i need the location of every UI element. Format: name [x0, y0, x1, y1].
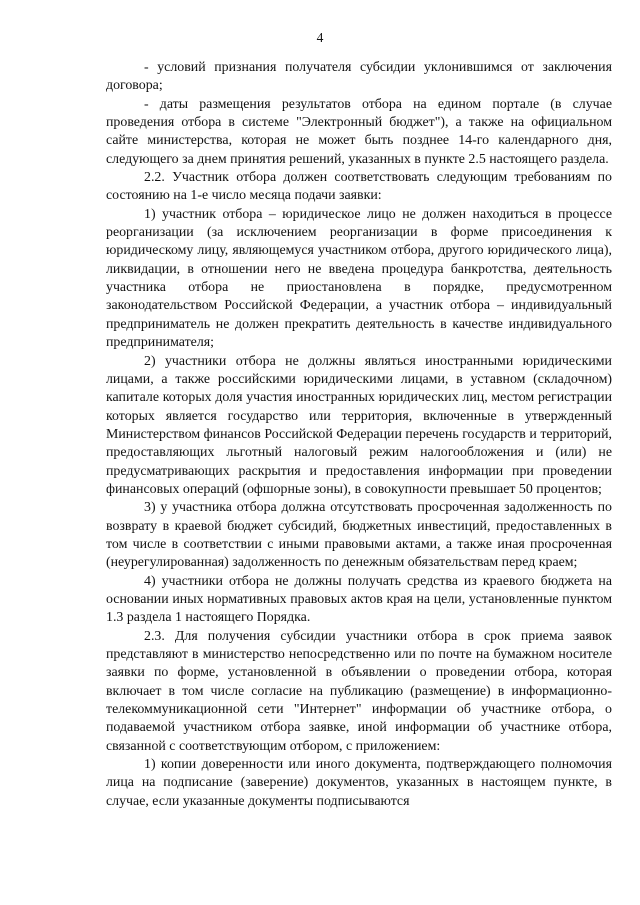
paragraph-3: 2.2. Участник отбора должен соответствовать следующим требованиям по состоянию на 1-е число месяца подачи заявки: [106, 170, 612, 204]
paragraph-7: 4) участники отбора не должны получать средства из краевого бюджета на основании иных нормативных правовых актов края на цели, установленные пунктом 1.3 раздела 1 настоящего Порядка. [106, 573, 612, 626]
paragraph-4: 1) участник отбора – юридическое лицо не должен находиться в процессе реорганизации (за исключением реорганизации в форме присоединения к юридическому лицу, являющемуся участником отбора, другого юридического лица), ликвидации, в отношении него не введена процедура банкротства, деятельность участника отбора не приостановлена в порядке, предусмотренном законодательством Российской Федерации, а участник отбора – индивидуальный предприниматель не должен прекратить деятельность в качестве индивидуального предпринимателя; [106, 206, 612, 351]
paragraph-8: 2.3. Для получения субсидии участники отбора в срок приема заявок представляют в министерство непосредственно или по почте на бумажном носителе заявки по форме, установленной в объявлении о проведении отбора, которая включает в том числе согласие на публикацию (размещение) в информационно-телекоммуникационной сети "Интернет" информации об участнике отбора, о подаваемой участником отбора заявке, иной информации об участнике отбора, связанной с соответствующим отбором, с приложением: [106, 628, 612, 754]
document-body [106, 59, 612, 811]
paragraph-9: 1) копии доверенности или иного документа, подтверждающего полномочия лица на подписание (заверение) документов, указанных в настоящем пункте, в случае, если указанные документы подписываются [106, 757, 612, 809]
page-number: 4 [316, 30, 324, 45]
paragraph-2: - даты размещения результатов отбора на едином портале (в случае проведения отбора в системе "Электронный бюджет"), а также на официальном сайте министерства, которая не может быть позднее 14-го календарного дня, следующего за днем принятия решений, указанных в пункте 2.5 настоящего раздела. [106, 96, 612, 167]
paragraph-5: 2) участники отбора не должны являться иностранными юридическими лицами, а также российскими юридическими лицами, в уставном (складочном) капитале которых доля участия иностранных юридических лиц, местом регистрации которых является государство или территория, включенные в утвержденный Министерством финансов Российской Федерации перечень государств и территорий, предоставляющих льготный налоговый режим налогообложения и (или) не предусматривающих раскрытия и предоставления информации при проведении финансовых операций (офшорные зоны), в совокупности превышает 50 процентов; [106, 353, 612, 497]
paragraph-1: - условий признания получателя субсидии уклонившимся от заключения договора; [106, 60, 612, 94]
paragraph-6: 3) у участника отбора должна отсутствовать просроченная задолженность по возврату в краевой бюджет субсидий, бюджетных инвестиций, предоставленных в том числе в соответствии с иными правовыми актами, а также иная просроченная (неурегулированная) задолженность по денежным обязательствам перед краем; [106, 500, 612, 571]
